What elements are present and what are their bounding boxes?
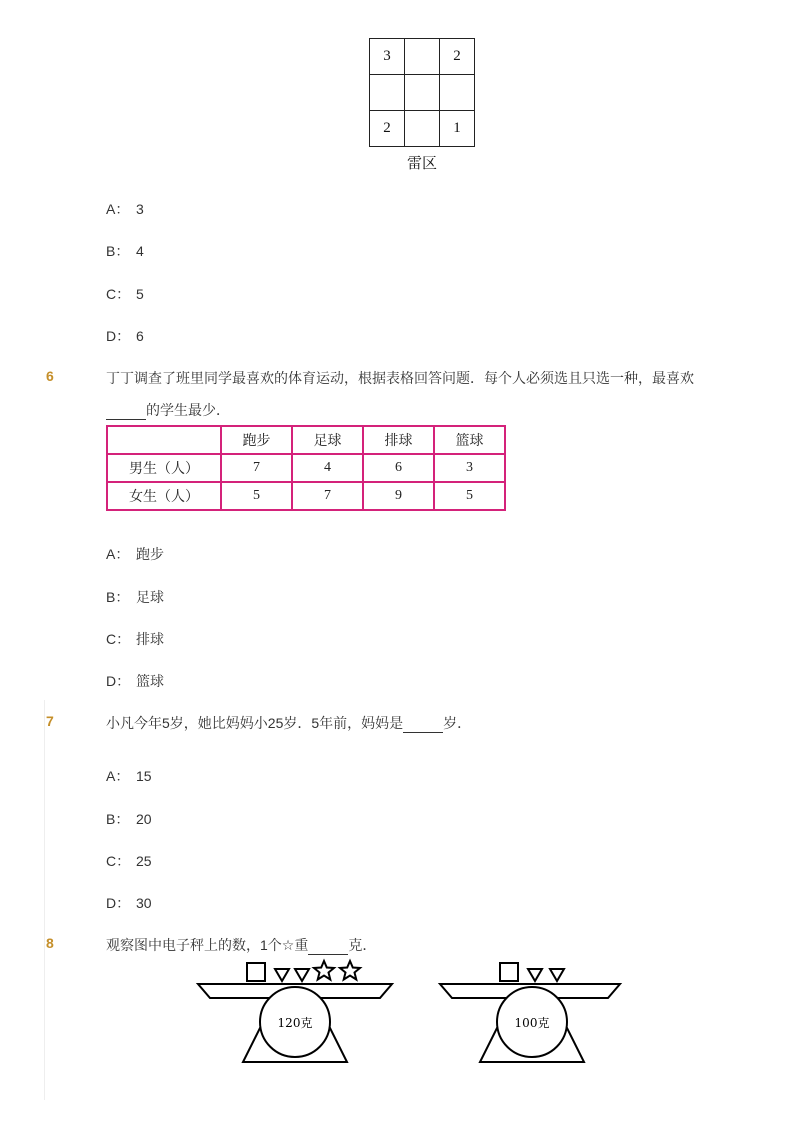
table-cell: 女生（人） bbox=[107, 482, 221, 510]
scales-figure bbox=[195, 958, 635, 1068]
grid-row bbox=[370, 111, 475, 147]
option-d[interactable] bbox=[106, 893, 152, 913]
question-number: 6 bbox=[46, 368, 54, 384]
option-c[interactable] bbox=[106, 284, 144, 304]
grid-cell: 2 bbox=[370, 111, 405, 147]
option-label: D： bbox=[106, 328, 131, 344]
table-row bbox=[107, 482, 505, 510]
table-cell: 6 bbox=[363, 454, 434, 482]
option-value: 跑步 bbox=[136, 546, 164, 562]
option-a[interactable] bbox=[106, 199, 144, 219]
grid-cell: 2 bbox=[440, 39, 475, 75]
scale-reading: 100克 bbox=[514, 1016, 550, 1030]
answer-blank bbox=[106, 405, 146, 420]
table-header-cell: 篮球 bbox=[434, 426, 505, 454]
option-value: 篮球 bbox=[136, 673, 164, 689]
option-label: A： bbox=[106, 768, 130, 784]
question-prefix: 小凡今年5岁，她比妈妈小25岁．5年前，妈妈是 bbox=[106, 715, 404, 731]
option-label: B： bbox=[106, 589, 130, 605]
option-value: 20 bbox=[136, 811, 152, 827]
table-cell: 3 bbox=[434, 454, 505, 482]
question-prefix: 观察图中电子秤上的数，1个☆重 bbox=[106, 937, 309, 953]
grid-cell bbox=[440, 75, 475, 111]
option-value: 排球 bbox=[136, 631, 164, 647]
option-label: A： bbox=[106, 201, 130, 217]
option-label: A： bbox=[106, 546, 130, 562]
option-label: B： bbox=[106, 811, 130, 827]
table-cell: 5 bbox=[434, 482, 505, 510]
option-label: C： bbox=[106, 286, 131, 302]
option-value: 4 bbox=[136, 243, 144, 259]
square-shape bbox=[500, 963, 518, 981]
option-value: 30 bbox=[136, 895, 152, 911]
left-margin-line bbox=[44, 700, 45, 1100]
option-label: D： bbox=[106, 895, 131, 911]
grid-cell bbox=[405, 111, 440, 147]
grid-cell bbox=[405, 75, 440, 111]
option-value: 5 bbox=[136, 286, 144, 302]
scale-reading: 120克 bbox=[277, 1016, 313, 1030]
option-b[interactable] bbox=[106, 809, 152, 829]
table-header-cell: 排球 bbox=[363, 426, 434, 454]
triangle-shape bbox=[275, 969, 289, 981]
table-header-cell bbox=[107, 426, 221, 454]
option-label: D： bbox=[106, 673, 131, 689]
question-text bbox=[106, 368, 706, 420]
option-value: 足球 bbox=[136, 589, 164, 605]
table-header-cell: 跑步 bbox=[221, 426, 292, 454]
option-a[interactable] bbox=[106, 544, 164, 564]
table-header-cell: 足球 bbox=[292, 426, 363, 454]
question-line bbox=[106, 400, 706, 420]
question-text bbox=[106, 713, 706, 733]
sports-table bbox=[106, 425, 506, 511]
table-header-row bbox=[107, 426, 505, 454]
question-line: 丁丁调查了班里同学最喜欢的体育运动，根据表格回答问题．每个人必须选且只选一种，最喜欢 bbox=[106, 370, 694, 386]
triangle-shape bbox=[550, 969, 564, 981]
option-d[interactable] bbox=[106, 671, 164, 691]
square-shape bbox=[247, 963, 265, 981]
triangle-shape bbox=[295, 969, 309, 981]
option-label: C： bbox=[106, 853, 131, 869]
option-c[interactable] bbox=[106, 851, 152, 871]
grid-cell bbox=[405, 39, 440, 75]
option-c[interactable] bbox=[106, 629, 164, 649]
table-cell: 4 bbox=[292, 454, 363, 482]
option-a[interactable] bbox=[106, 766, 152, 786]
grid-caption: 雷区 bbox=[406, 154, 437, 172]
table-cell: 9 bbox=[363, 482, 434, 510]
option-value: 15 bbox=[136, 768, 152, 784]
question-suffix: 克． bbox=[348, 937, 377, 953]
answer-blank bbox=[403, 718, 443, 733]
table-row bbox=[107, 454, 505, 482]
option-label: C： bbox=[106, 631, 131, 647]
table-cell: 7 bbox=[221, 454, 292, 482]
grid-row bbox=[370, 39, 475, 75]
triangle-shape bbox=[528, 969, 542, 981]
grid-cell: 3 bbox=[370, 39, 405, 75]
question-suffix: 岁． bbox=[443, 715, 472, 731]
option-value: 3 bbox=[136, 201, 144, 217]
table-cell: 7 bbox=[292, 482, 363, 510]
question-number: 7 bbox=[46, 713, 54, 729]
answer-blank bbox=[308, 940, 348, 955]
question-suffix: 的学生最少． bbox=[146, 402, 230, 418]
option-value: 25 bbox=[136, 853, 152, 869]
star-shape bbox=[314, 961, 334, 980]
scale-left bbox=[198, 961, 392, 1062]
star-shape bbox=[340, 961, 360, 980]
minefield-grid bbox=[369, 38, 475, 147]
scale-right bbox=[440, 963, 620, 1062]
table-cell: 5 bbox=[221, 482, 292, 510]
option-b[interactable] bbox=[106, 587, 164, 607]
question-text bbox=[106, 935, 706, 955]
table-cell: 男生（人） bbox=[107, 454, 221, 482]
option-b[interactable] bbox=[106, 241, 144, 261]
grid-cell bbox=[370, 75, 405, 111]
option-value: 6 bbox=[136, 328, 144, 344]
option-label: B： bbox=[106, 243, 130, 259]
grid-row bbox=[370, 75, 475, 111]
question-number: 8 bbox=[46, 935, 54, 951]
option-d[interactable] bbox=[106, 326, 144, 346]
grid-cell: 1 bbox=[440, 111, 475, 147]
